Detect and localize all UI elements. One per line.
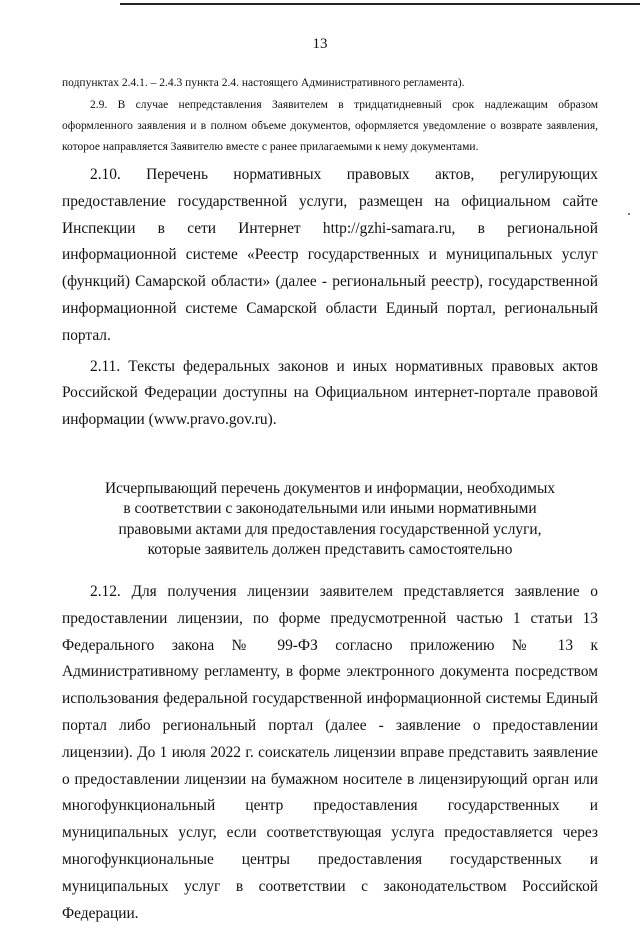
section-heading-line: которые заявитель должен представить самостоятельно [147, 541, 513, 559]
page-number: 13 [312, 36, 328, 52]
paragraph-2-9: 2.9. В случае непредставления Заявителем в тридцатидневный срок надлежащим образом оформленного заявления и в полном объеме документов, оформляется уведомление о возврате заявления, которое направляется Заявителю вместе с ранее прилагаемыми к нему документами. [62, 99, 598, 153]
paragraph-2-11: 2.11. Тексты федеральных законов и иных нормативных правовых актов Российской Федерации доступны на Официальном интернет-портале правовой информации (www.pravo.gov.ru). [62, 357, 598, 429]
section-heading [100, 479, 560, 561]
paragraph-2-12: 2.12. Для получения лицензии заявителем представляется заявление о предоставлении лицензии, по форме предусмотренной частью 1 статьи 13 Федерального закона № 99-ФЗ согласно приложению № 13 к Административному регламенту, в форме электронного документа посредством использования федеральной государственной информационной системы Единый портал либо региональный портал (далее - заявление о предоставлении лицензии). До 1 июля 2022 г. соискатель лицензии вправе представить заявление о предоставлении лицензии на бумажном носителе в лицензирующий орган или многофункциональный центр предоставления государственных и муниципальных услуг, если соответствующая услуга предоставляется через многофункциональные центры предоставления государственных и муниципальных услуг в соответствии с законодательством Российской Федерации. [62, 582, 598, 922]
paragraph-continued: подпунктах 2.4.1. – 2.4.3 пункта 2.4. настоящего Административного регламента). [62, 77, 465, 89]
top-rule [120, 3, 640, 5]
section-heading-line: Исчерпывающий перечень документов и информации, необходимых [104, 479, 556, 497]
paragraph-2-10: 2.10. Перечень нормативных правовых актов, регулирующих предоставление государственной услуги, размещен на официальном сайте Инспекции в сети Интернет http://gzhi-samara.ru, в региональной информационной системе «Реестр государственных и муниципальных услуг (функций) Самарской области» (далее - региональный реестр), государственной информационной системе Самарской области Единый портал, региональный портал. [62, 166, 598, 344]
section-heading-line: правовыми актами для предоставления государственной услуги, [118, 520, 542, 538]
scan-mark [628, 213, 630, 215]
section-heading-line: в соответствии с законодательными или иными нормативными [123, 500, 537, 518]
document-body [62, 73, 598, 927]
